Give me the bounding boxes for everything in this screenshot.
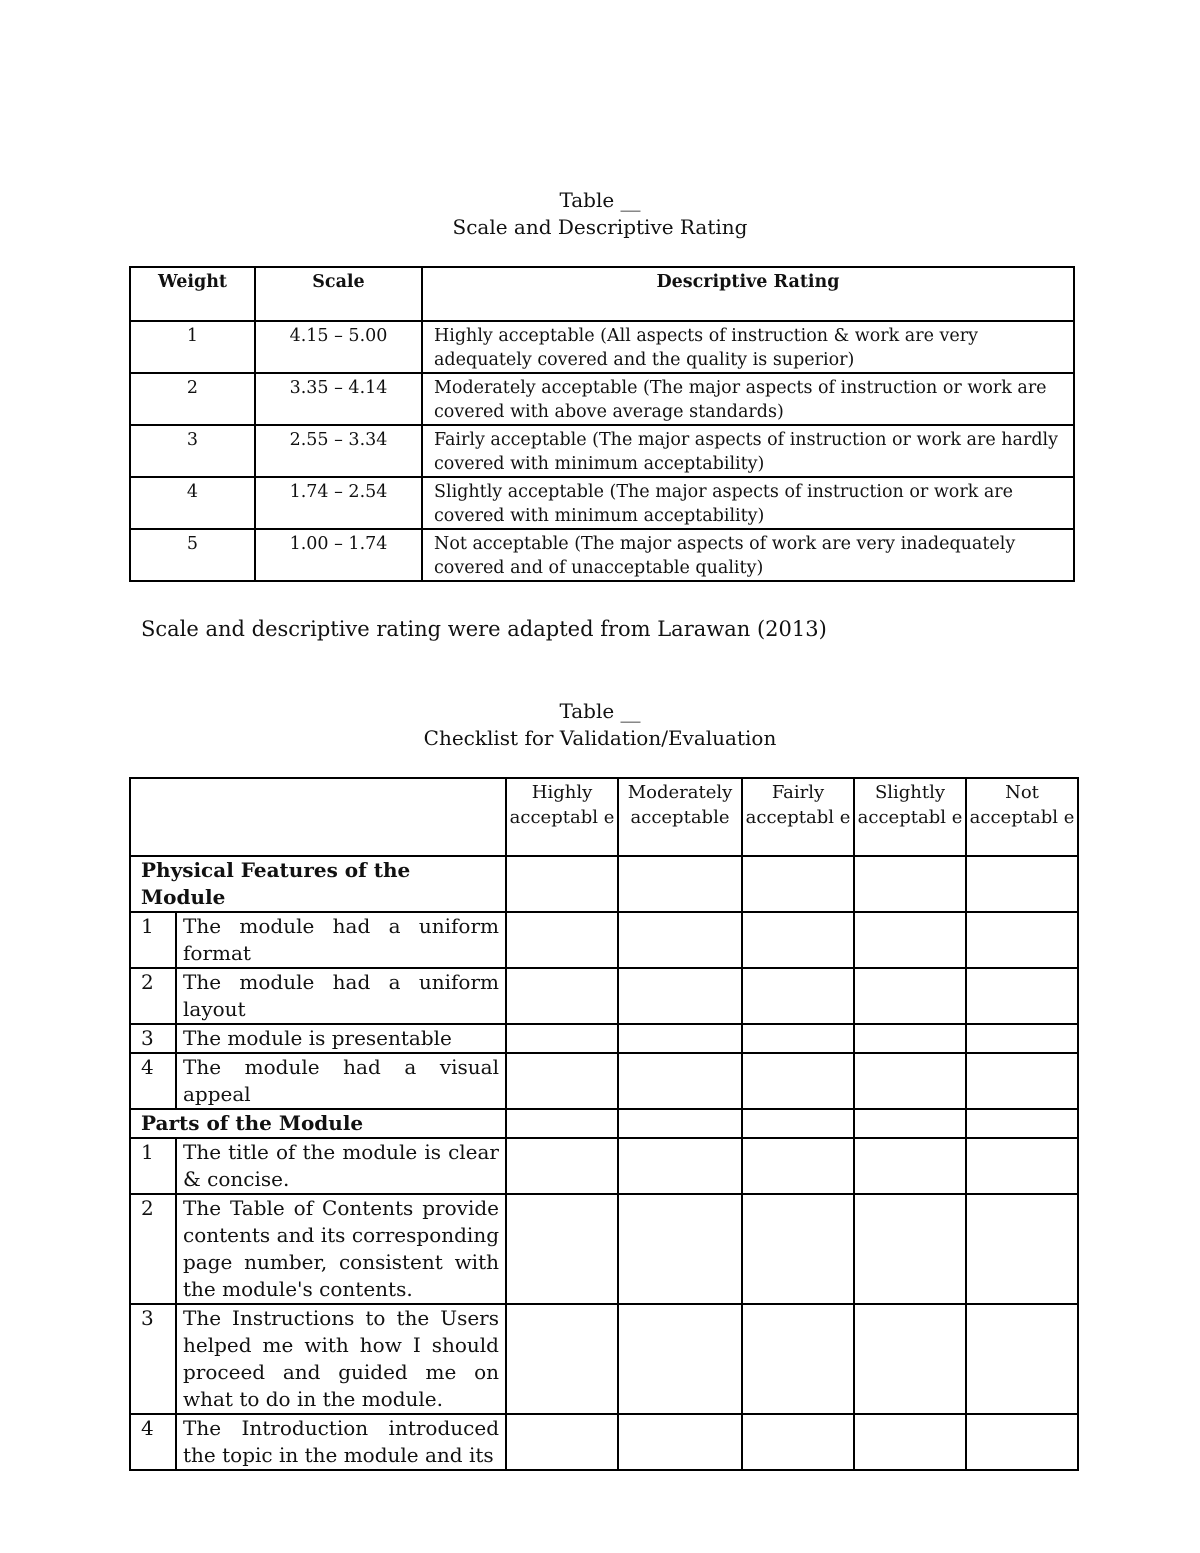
table-row <box>130 968 1078 1024</box>
table-row <box>130 1194 1078 1304</box>
rating-box[interactable] <box>618 1304 742 1414</box>
rating-box[interactable] <box>854 1414 966 1470</box>
checklist-header-blank <box>130 778 506 856</box>
rating-box[interactable] <box>618 1414 742 1470</box>
rating-box[interactable] <box>966 1138 1078 1194</box>
rating-box[interactable] <box>506 1024 618 1053</box>
scale-cell: 2.55 – 3.34 <box>255 425 422 477</box>
scale-cell: 1.74 – 2.54 <box>255 477 422 529</box>
item-text: The Instructions to the Users helped me with how I should proceed and guided me on what to do in the module. <box>176 1304 506 1414</box>
table-row <box>130 321 1074 373</box>
item-text: The Introduction introduced the topic in the module and its <box>176 1414 506 1470</box>
section-row <box>130 856 1078 912</box>
rating-cell: Not acceptable (The major aspects of work are very inadequately covered and of unacceptable quality) <box>422 529 1074 581</box>
rating-box[interactable] <box>854 856 966 912</box>
rating-box[interactable] <box>854 1053 966 1109</box>
rating-box[interactable] <box>506 856 618 912</box>
rating-box[interactable] <box>742 1414 854 1470</box>
table1-label: Table __ <box>559 188 641 212</box>
rating-box[interactable] <box>742 912 854 968</box>
scale-rating-table <box>129 266 1075 582</box>
header-highly-acceptable: Highly acceptabl e <box>506 778 618 856</box>
item-text: The module had a uniform layout <box>176 968 506 1024</box>
rating-box[interactable] <box>854 1304 966 1414</box>
scale-cell: 4.15 – 5.00 <box>255 321 422 373</box>
table-row <box>130 1138 1078 1194</box>
rating-box[interactable] <box>966 1053 1078 1109</box>
table2-title: Checklist for Validation/Evaluation <box>423 726 777 750</box>
header-descriptive-rating: Descriptive Rating <box>422 267 1074 321</box>
rating-box[interactable] <box>854 1138 966 1194</box>
item-number: 4 <box>130 1053 176 1109</box>
rating-box[interactable] <box>506 1414 618 1470</box>
rating-box[interactable] <box>854 1109 966 1138</box>
header-moderately-acceptable: Moderately acceptable <box>618 778 742 856</box>
table-row <box>130 529 1074 581</box>
rating-box[interactable] <box>966 1414 1078 1470</box>
rating-cell: Moderately acceptable (The major aspects of instruction or work are covered with above average standards) <box>422 373 1074 425</box>
item-number: 2 <box>130 968 176 1024</box>
checklist-header-row <box>130 778 1078 856</box>
rating-box[interactable] <box>742 1304 854 1414</box>
table-row <box>130 912 1078 968</box>
rating-box[interactable] <box>742 1109 854 1138</box>
rating-box[interactable] <box>742 968 854 1024</box>
table-row <box>130 425 1074 477</box>
weight-cell: 2 <box>130 373 255 425</box>
section-title: Physical Features of the Module <box>130 856 506 912</box>
rating-cell: Fairly acceptable (The major aspects of instruction or work are hardly covered with minimum acceptability) <box>422 425 1074 477</box>
rating-box[interactable] <box>506 912 618 968</box>
table1-title: Scale and Descriptive Rating <box>452 215 748 239</box>
rating-box[interactable] <box>966 856 1078 912</box>
table-row <box>130 373 1074 425</box>
rating-box[interactable] <box>618 1138 742 1194</box>
weight-cell: 5 <box>130 529 255 581</box>
item-text: The title of the module is clear & concise. <box>176 1138 506 1194</box>
rating-box[interactable] <box>966 912 1078 968</box>
header-slightly-acceptable: Slightly acceptabl e <box>854 778 966 856</box>
rating-box[interactable] <box>966 1024 1078 1053</box>
rating-box[interactable] <box>742 856 854 912</box>
rating-box[interactable] <box>506 1109 618 1138</box>
rating-box[interactable] <box>618 968 742 1024</box>
rating-box[interactable] <box>506 1194 618 1304</box>
rating-box[interactable] <box>506 968 618 1024</box>
item-text: The module had a uniform format <box>176 912 506 968</box>
rating-box[interactable] <box>966 1194 1078 1304</box>
rating-box[interactable] <box>966 1109 1078 1138</box>
table-row <box>130 1024 1078 1053</box>
rating-box[interactable] <box>618 1053 742 1109</box>
section-title: Parts of the Module <box>130 1109 506 1138</box>
table-header-row <box>130 267 1074 321</box>
header-not-acceptable: Not acceptabl e <box>966 778 1078 856</box>
scale-cell: 3.35 – 4.14 <box>255 373 422 425</box>
item-text: The Table of Contents provide contents and its corresponding page number, consistent with the module's contents. <box>176 1194 506 1304</box>
rating-box[interactable] <box>966 1304 1078 1414</box>
rating-box[interactable] <box>742 1138 854 1194</box>
table2-label: Table __ <box>559 699 641 723</box>
rating-cell: Highly acceptable (All aspects of instruction & work are very adequately covered and the quality is superior) <box>422 321 1074 373</box>
rating-box[interactable] <box>618 912 742 968</box>
rating-box[interactable] <box>854 968 966 1024</box>
checklist-table <box>129 777 1079 1471</box>
rating-box[interactable] <box>506 1304 618 1414</box>
rating-box[interactable] <box>742 1194 854 1304</box>
item-number: 3 <box>130 1304 176 1414</box>
rating-box[interactable] <box>618 1109 742 1138</box>
table-row <box>130 1304 1078 1414</box>
rating-cell: Slightly acceptable (The major aspects of instruction or work are covered with minimum acceptability) <box>422 477 1074 529</box>
item-number: 3 <box>130 1024 176 1053</box>
item-number: 4 <box>130 1414 176 1470</box>
table-row <box>130 477 1074 529</box>
item-number: 1 <box>130 912 176 968</box>
item-text: The module is presentable <box>176 1024 506 1053</box>
weight-cell: 1 <box>130 321 255 373</box>
section-row <box>130 1109 1078 1138</box>
rating-box[interactable] <box>742 1024 854 1053</box>
header-fairly-acceptable: Fairly acceptabl e <box>742 778 854 856</box>
item-number: 1 <box>130 1138 176 1194</box>
weight-cell: 4 <box>130 477 255 529</box>
rating-box[interactable] <box>966 968 1078 1024</box>
rating-box[interactable] <box>742 1053 854 1109</box>
rating-box[interactable] <box>854 1194 966 1304</box>
header-scale: Scale <box>255 267 422 321</box>
item-text: The module had a visual appeal <box>176 1053 506 1109</box>
source-note: Scale and descriptive rating were adapted from Larawan (2013) <box>141 617 827 641</box>
weight-cell: 3 <box>130 425 255 477</box>
rating-box[interactable] <box>854 912 966 968</box>
header-weight: Weight <box>130 267 255 321</box>
rating-box[interactable] <box>506 1053 618 1109</box>
table-row <box>130 1414 1078 1470</box>
rating-box[interactable] <box>618 1194 742 1304</box>
item-number: 2 <box>130 1194 176 1304</box>
table-row <box>130 1053 1078 1109</box>
rating-box[interactable] <box>618 1024 742 1053</box>
rating-box[interactable] <box>506 1138 618 1194</box>
scale-cell: 1.00 – 1.74 <box>255 529 422 581</box>
rating-box[interactable] <box>618 856 742 912</box>
rating-box[interactable] <box>854 1024 966 1053</box>
